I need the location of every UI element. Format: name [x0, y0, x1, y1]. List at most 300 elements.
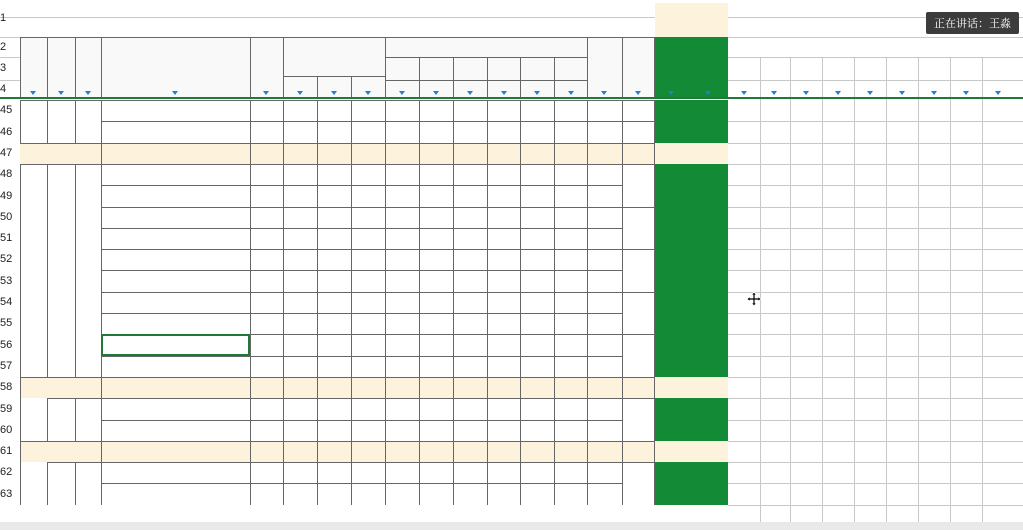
semester-hours-cell[interactable] — [385, 143, 419, 164]
credits-cell[interactable] — [250, 228, 283, 249]
course-mark-cell[interactable] — [587, 483, 622, 505]
total-hours-cell[interactable] — [283, 249, 317, 270]
assessment-cell[interactable] — [622, 334, 655, 377]
semester-hours-cell[interactable] — [453, 249, 487, 270]
semester-hours-cell[interactable] — [419, 483, 453, 505]
row-header[interactable]: 45 — [0, 104, 13, 117]
semester-hours-cell[interactable] — [554, 100, 587, 121]
semester-hours-cell[interactable] — [385, 185, 419, 207]
check-cell[interactable] — [689, 356, 728, 377]
category-cell[interactable] — [47, 398, 75, 441]
header-semester-weeks[interactable] — [520, 80, 554, 98]
total-hours-cell[interactable] — [283, 292, 317, 313]
header-nature[interactable] — [75, 37, 101, 98]
check-cell[interactable] — [655, 207, 689, 228]
semester-hours-cell[interactable] — [453, 483, 487, 505]
category-cell[interactable] — [47, 462, 75, 505]
semester-hours-cell[interactable] — [453, 292, 487, 313]
assessment-cell[interactable] — [622, 121, 655, 143]
semester-hours-cell[interactable] — [554, 292, 587, 313]
course-mark-cell[interactable] — [587, 377, 622, 398]
semester-hours-cell[interactable] — [487, 207, 520, 228]
semester-hours-cell[interactable] — [385, 334, 419, 356]
semester-hours-cell[interactable] — [487, 270, 520, 292]
theory-hours-cell[interactable] — [317, 334, 351, 356]
filter-dropdown-icon[interactable] — [433, 91, 439, 95]
semester-hours-cell[interactable] — [419, 100, 453, 121]
course-name-cell[interactable] — [101, 313, 250, 334]
course-mark-cell[interactable] — [587, 313, 622, 334]
semester-hours-cell[interactable] — [385, 121, 419, 143]
theory-hours-cell[interactable] — [317, 356, 351, 377]
semester-hours-cell[interactable] — [419, 143, 453, 164]
row-header[interactable]: 53 — [0, 274, 13, 287]
course-name-cell[interactable] — [101, 249, 250, 270]
semester-hours-cell[interactable] — [487, 143, 520, 164]
semester-hours-cell[interactable] — [520, 249, 554, 270]
semester-hours-cell[interactable] — [385, 441, 419, 462]
check-cell[interactable] — [655, 249, 689, 270]
row-header[interactable]: 59 — [0, 402, 13, 415]
filter-dropdown-icon[interactable] — [534, 91, 540, 95]
practice-hours-cell[interactable] — [351, 441, 385, 462]
header-semester-number[interactable] — [419, 57, 453, 80]
semester-hours-cell[interactable] — [554, 121, 587, 143]
total-hours-cell[interactable] — [283, 356, 317, 377]
semester-hours-cell[interactable] — [453, 313, 487, 334]
check-cell[interactable] — [689, 313, 728, 334]
total-hours-cell[interactable] — [283, 483, 317, 505]
check-cell[interactable] — [689, 420, 728, 441]
semester-hours-cell[interactable] — [487, 292, 520, 313]
semester-hours-cell[interactable] — [520, 121, 554, 143]
credits-cell[interactable] — [250, 334, 283, 356]
semester-hours-cell[interactable] — [385, 483, 419, 505]
total-hours-cell[interactable] — [283, 143, 317, 164]
semester-hours-cell[interactable] — [487, 334, 520, 356]
credits-cell[interactable] — [250, 121, 283, 143]
total-hours-cell[interactable] — [283, 313, 317, 334]
filter-dropdown-icon[interactable] — [867, 91, 873, 95]
theory-hours-cell[interactable] — [317, 292, 351, 313]
filter-dropdown-icon[interactable] — [297, 91, 303, 95]
header-semester-number[interactable] — [453, 57, 487, 80]
practice-hours-cell[interactable] — [351, 143, 385, 164]
header-check-semesters[interactable] — [689, 37, 728, 98]
row-header[interactable]: 46 — [0, 125, 13, 138]
total-hours-cell[interactable] — [283, 185, 317, 207]
semester-hours-cell[interactable] — [419, 398, 453, 420]
check-cell[interactable] — [689, 207, 728, 228]
semester-hours-cell[interactable] — [453, 121, 487, 143]
practice-hours-cell[interactable] — [351, 292, 385, 313]
row-header[interactable]: 4 — [0, 82, 7, 95]
filter-dropdown-icon[interactable] — [58, 91, 64, 95]
semester-hours-cell[interactable] — [554, 143, 587, 164]
header-semester-weeks[interactable] — [419, 80, 453, 98]
semester-hours-cell[interactable] — [419, 164, 453, 185]
semester-hours-cell[interactable] — [453, 100, 487, 121]
course-name-cell[interactable] — [101, 207, 250, 228]
semester-hours-cell[interactable] — [453, 334, 487, 356]
semester-hours-cell[interactable] — [453, 185, 487, 207]
course-mark-cell[interactable] — [587, 228, 622, 249]
semester-hours-cell[interactable] — [554, 356, 587, 377]
assessment-cell[interactable] — [622, 441, 655, 462]
semester-hours-cell[interactable] — [554, 228, 587, 249]
check-cell[interactable] — [655, 377, 689, 398]
semester-hours-cell[interactable] — [453, 207, 487, 228]
course-name-cell[interactable] — [101, 228, 250, 249]
check-cell[interactable] — [655, 143, 689, 164]
semester-hours-cell[interactable] — [520, 462, 554, 483]
total-hours-cell[interactable] — [283, 398, 317, 420]
subtotal-label[interactable] — [101, 143, 250, 164]
semester-hours-cell[interactable] — [554, 249, 587, 270]
row-header[interactable]: 54 — [0, 296, 13, 309]
module-cell[interactable] — [20, 100, 47, 143]
semester-hours-cell[interactable] — [554, 462, 587, 483]
credits-cell[interactable] — [250, 270, 283, 292]
semester-hours-cell[interactable] — [520, 207, 554, 228]
course-mark-cell[interactable] — [587, 334, 622, 356]
credits-cell[interactable] — [250, 143, 283, 164]
semester-hours-cell[interactable] — [487, 356, 520, 377]
check-cell[interactable] — [689, 483, 728, 505]
header-semester-weeks[interactable] — [554, 80, 587, 98]
semester-hours-cell[interactable] — [554, 313, 587, 334]
semester-hours-cell[interactable] — [520, 164, 554, 185]
total-hours-cell[interactable] — [283, 270, 317, 292]
check-cell[interactable] — [655, 313, 689, 334]
course-name-cell[interactable] — [101, 292, 250, 313]
semester-hours-cell[interactable] — [554, 164, 587, 185]
filter-dropdown-icon[interactable] — [601, 91, 607, 95]
check-cell[interactable] — [689, 398, 728, 420]
check-cell[interactable] — [655, 185, 689, 207]
credits-cell[interactable] — [250, 398, 283, 420]
check-cell[interactable] — [689, 164, 728, 185]
semester-hours-cell[interactable] — [554, 420, 587, 441]
check-cell[interactable] — [689, 228, 728, 249]
semester-hours-cell[interactable] — [419, 270, 453, 292]
total-hours-cell[interactable] — [283, 377, 317, 398]
row-header[interactable]: 2 — [0, 40, 7, 53]
semester-hours-cell[interactable] — [453, 228, 487, 249]
total-hours-cell[interactable] — [283, 334, 317, 356]
semester-hours-cell[interactable] — [385, 356, 419, 377]
semester-hours-cell[interactable] — [487, 100, 520, 121]
practice-hours-cell[interactable] — [351, 313, 385, 334]
theory-hours-cell[interactable] — [317, 185, 351, 207]
semester-hours-cell[interactable] — [453, 462, 487, 483]
semester-hours-cell[interactable] — [520, 292, 554, 313]
credits-cell[interactable] — [250, 100, 283, 121]
nature-cell[interactable] — [75, 462, 101, 505]
semester-hours-cell[interactable] — [385, 377, 419, 398]
credits-cell[interactable] — [250, 313, 283, 334]
semester-hours-cell[interactable] — [554, 441, 587, 462]
header-semester-number[interactable] — [554, 57, 587, 80]
credits-cell[interactable] — [250, 441, 283, 462]
total-hours-cell[interactable] — [283, 420, 317, 441]
header-credits[interactable] — [250, 37, 283, 98]
header-category[interactable] — [47, 37, 75, 98]
check-cell[interactable] — [689, 462, 728, 483]
header-semester-number[interactable] — [520, 57, 554, 80]
semester-hours-cell[interactable] — [520, 334, 554, 356]
semester-hours-cell[interactable] — [385, 207, 419, 228]
check-cell[interactable] — [655, 462, 689, 483]
semester-hours-cell[interactable] — [487, 228, 520, 249]
assessment-cell[interactable] — [622, 249, 655, 292]
nature-cell[interactable] — [75, 398, 101, 441]
course-name-cell[interactable] — [101, 398, 250, 420]
theory-hours-cell[interactable] — [317, 121, 351, 143]
total-hours-cell[interactable] — [283, 121, 317, 143]
theory-hours-cell[interactable] — [317, 398, 351, 420]
semester-hours-cell[interactable] — [487, 483, 520, 505]
semester-hours-cell[interactable] — [520, 483, 554, 505]
theory-hours-cell[interactable] — [317, 207, 351, 228]
practice-hours-cell[interactable] — [351, 483, 385, 505]
header-module[interactable] — [20, 37, 47, 98]
check-cell[interactable] — [655, 100, 689, 121]
semester-hours-cell[interactable] — [487, 398, 520, 420]
assessment-cell[interactable] — [622, 207, 655, 249]
header-semester-weeks[interactable] — [385, 80, 419, 98]
category-cell[interactable] — [47, 100, 75, 143]
semester-hours-cell[interactable] — [419, 462, 453, 483]
check-cell[interactable] — [655, 292, 689, 313]
semester-hours-cell[interactable] — [520, 228, 554, 249]
semester-hours-cell[interactable] — [419, 377, 453, 398]
total-hours-cell[interactable] — [283, 100, 317, 121]
semester-hours-cell[interactable] — [487, 185, 520, 207]
filter-dropdown-icon[interactable] — [963, 91, 969, 95]
filter-dropdown-icon[interactable] — [399, 91, 405, 95]
check-cell[interactable] — [655, 356, 689, 377]
filter-dropdown-icon[interactable] — [467, 91, 473, 95]
semester-hours-cell[interactable] — [419, 356, 453, 377]
semester-hours-cell[interactable] — [520, 100, 554, 121]
category-cell[interactable] — [47, 164, 75, 377]
total-hours-cell[interactable] — [283, 441, 317, 462]
nature-cell[interactable] — [75, 100, 101, 143]
course-mark-cell[interactable] — [587, 207, 622, 228]
header-semester-number[interactable] — [385, 57, 419, 80]
assessment-cell[interactable] — [622, 398, 655, 441]
check-cell[interactable] — [689, 121, 728, 143]
course-mark-cell[interactable] — [587, 121, 622, 143]
semester-hours-cell[interactable] — [487, 313, 520, 334]
filter-dropdown-icon[interactable] — [835, 91, 841, 95]
practice-hours-cell[interactable] — [351, 462, 385, 483]
assessment-cell[interactable] — [622, 164, 655, 207]
semester-hours-cell[interactable] — [520, 377, 554, 398]
module-cell[interactable] — [20, 164, 47, 505]
semester-hours-cell[interactable] — [554, 185, 587, 207]
semester-hours-cell[interactable] — [453, 164, 487, 185]
filter-dropdown-icon[interactable] — [803, 91, 809, 95]
filter-dropdown-icon[interactable] — [85, 91, 91, 95]
row-header[interactable]: 49 — [0, 189, 13, 202]
check-cell[interactable] — [655, 398, 689, 420]
semester-hours-cell[interactable] — [419, 207, 453, 228]
semester-hours-cell[interactable] — [520, 398, 554, 420]
header-assessment[interactable] — [622, 37, 655, 98]
semester-hours-cell[interactable] — [419, 228, 453, 249]
course-mark-cell[interactable] — [587, 164, 622, 185]
row-header[interactable]: 60 — [0, 424, 13, 437]
course-mark-cell[interactable] — [587, 270, 622, 292]
semester-hours-cell[interactable] — [453, 377, 487, 398]
total-hours-cell[interactable] — [283, 228, 317, 249]
theory-hours-cell[interactable] — [317, 249, 351, 270]
semester-hours-cell[interactable] — [419, 185, 453, 207]
theory-hours-cell[interactable] — [317, 100, 351, 121]
header-semester-weeks[interactable] — [487, 80, 520, 98]
filter-dropdown-icon[interactable] — [995, 91, 1001, 95]
check-cell[interactable] — [655, 483, 689, 505]
practice-hours-cell[interactable] — [351, 377, 385, 398]
course-name-cell[interactable] — [101, 164, 250, 185]
course-name-cell[interactable] — [101, 483, 250, 505]
course-mark-cell[interactable] — [587, 143, 622, 164]
check-cell[interactable] — [655, 334, 689, 356]
filter-dropdown-icon[interactable] — [931, 91, 937, 95]
row-header[interactable]: 62 — [0, 466, 13, 479]
header-semester-weeks[interactable] — [453, 80, 487, 98]
semester-hours-cell[interactable] — [554, 270, 587, 292]
course-mark-cell[interactable] — [587, 185, 622, 207]
check-cell[interactable] — [655, 164, 689, 185]
total-hours-cell[interactable] — [283, 462, 317, 483]
check-cell[interactable] — [689, 377, 728, 398]
semester-hours-cell[interactable] — [520, 313, 554, 334]
filter-dropdown-icon[interactable] — [668, 91, 674, 95]
semester-hours-cell[interactable] — [453, 441, 487, 462]
row-header[interactable]: 57 — [0, 360, 13, 373]
semester-hours-cell[interactable] — [419, 441, 453, 462]
semester-hours-cell[interactable] — [487, 420, 520, 441]
semester-hours-cell[interactable] — [520, 420, 554, 441]
theory-hours-cell[interactable] — [317, 420, 351, 441]
course-name-cell[interactable] — [101, 121, 250, 143]
credits-cell[interactable] — [250, 164, 283, 185]
semester-hours-cell[interactable] — [554, 207, 587, 228]
check-cell[interactable] — [689, 143, 728, 164]
header-semester-number[interactable] — [487, 57, 520, 80]
check-cell[interactable] — [655, 441, 689, 462]
filter-dropdown-icon[interactable] — [263, 91, 269, 95]
assessment-cell[interactable] — [622, 292, 655, 334]
filter-dropdown-icon[interactable] — [568, 91, 574, 95]
semester-hours-cell[interactable] — [520, 441, 554, 462]
theory-hours-cell[interactable] — [317, 377, 351, 398]
credits-cell[interactable] — [250, 292, 283, 313]
semester-hours-cell[interactable] — [385, 100, 419, 121]
credits-cell[interactable] — [250, 377, 283, 398]
row-header[interactable]: 48 — [0, 168, 13, 181]
check-cell[interactable] — [655, 228, 689, 249]
header-course-name[interactable] — [101, 37, 250, 98]
semester-hours-cell[interactable] — [385, 228, 419, 249]
credits-cell[interactable] — [250, 185, 283, 207]
practice-hours-cell[interactable] — [351, 121, 385, 143]
filter-dropdown-icon[interactable] — [741, 91, 747, 95]
semester-hours-cell[interactable] — [554, 334, 587, 356]
semester-hours-cell[interactable] — [520, 356, 554, 377]
practice-hours-cell[interactable] — [351, 228, 385, 249]
check-cell[interactable] — [689, 249, 728, 270]
semester-hours-cell[interactable] — [453, 270, 487, 292]
semester-hours-cell[interactable] — [385, 164, 419, 185]
subtotal-label[interactable] — [101, 377, 250, 398]
semester-hours-cell[interactable] — [385, 270, 419, 292]
filter-dropdown-icon[interactable] — [172, 91, 178, 95]
row-header[interactable]: 55 — [0, 317, 13, 330]
assessment-cell[interactable] — [622, 143, 655, 164]
credits-cell[interactable] — [250, 420, 283, 441]
row-header[interactable]: 61 — [0, 445, 13, 458]
subtotal-label[interactable] — [101, 441, 250, 462]
assessment-cell[interactable] — [622, 100, 655, 121]
semester-hours-cell[interactable] — [385, 462, 419, 483]
course-mark-cell[interactable] — [587, 420, 622, 441]
filter-dropdown-icon[interactable] — [501, 91, 507, 95]
semester-hours-cell[interactable] — [487, 249, 520, 270]
credits-cell[interactable] — [250, 249, 283, 270]
semester-hours-cell[interactable] — [520, 143, 554, 164]
semester-hours-cell[interactable] — [554, 377, 587, 398]
semester-hours-cell[interactable] — [453, 398, 487, 420]
practice-hours-cell[interactable] — [351, 270, 385, 292]
practice-hours-cell[interactable] — [351, 185, 385, 207]
filter-dropdown-icon[interactable] — [365, 91, 371, 95]
practice-hours-cell[interactable] — [351, 334, 385, 356]
header-semester[interactable] — [385, 37, 587, 57]
row-header[interactable]: 63 — [0, 487, 13, 500]
semester-hours-cell[interactable] — [453, 420, 487, 441]
row-header[interactable]: 47 — [0, 147, 13, 160]
filter-dropdown-icon[interactable] — [635, 91, 641, 95]
filter-dropdown-icon[interactable] — [899, 91, 905, 95]
theory-hours-cell[interactable] — [317, 164, 351, 185]
semester-hours-cell[interactable] — [520, 270, 554, 292]
semester-hours-cell[interactable] — [487, 121, 520, 143]
header-hours-distribution[interactable] — [283, 37, 385, 76]
semester-hours-cell[interactable] — [487, 441, 520, 462]
row-header[interactable]: 3 — [0, 62, 7, 75]
semester-hours-cell[interactable] — [419, 121, 453, 143]
semester-hours-cell[interactable] — [453, 143, 487, 164]
header-course-mark[interactable] — [587, 37, 622, 98]
header-check-theory-practice[interactable] — [655, 37, 689, 98]
semester-hours-cell[interactable] — [419, 313, 453, 334]
row-header[interactable]: 50 — [0, 211, 13, 224]
semester-hours-cell[interactable] — [385, 420, 419, 441]
course-mark-cell[interactable] — [587, 441, 622, 462]
course-name-cell[interactable] — [101, 356, 250, 377]
semester-hours-cell[interactable] — [487, 462, 520, 483]
row-header[interactable]: 58 — [0, 381, 13, 394]
semester-hours-cell[interactable] — [419, 292, 453, 313]
course-name-cell[interactable] — [101, 270, 250, 292]
course-name-cell[interactable] — [101, 420, 250, 441]
check-cell[interactable] — [655, 420, 689, 441]
row-header[interactable]: 56 — [0, 338, 13, 351]
